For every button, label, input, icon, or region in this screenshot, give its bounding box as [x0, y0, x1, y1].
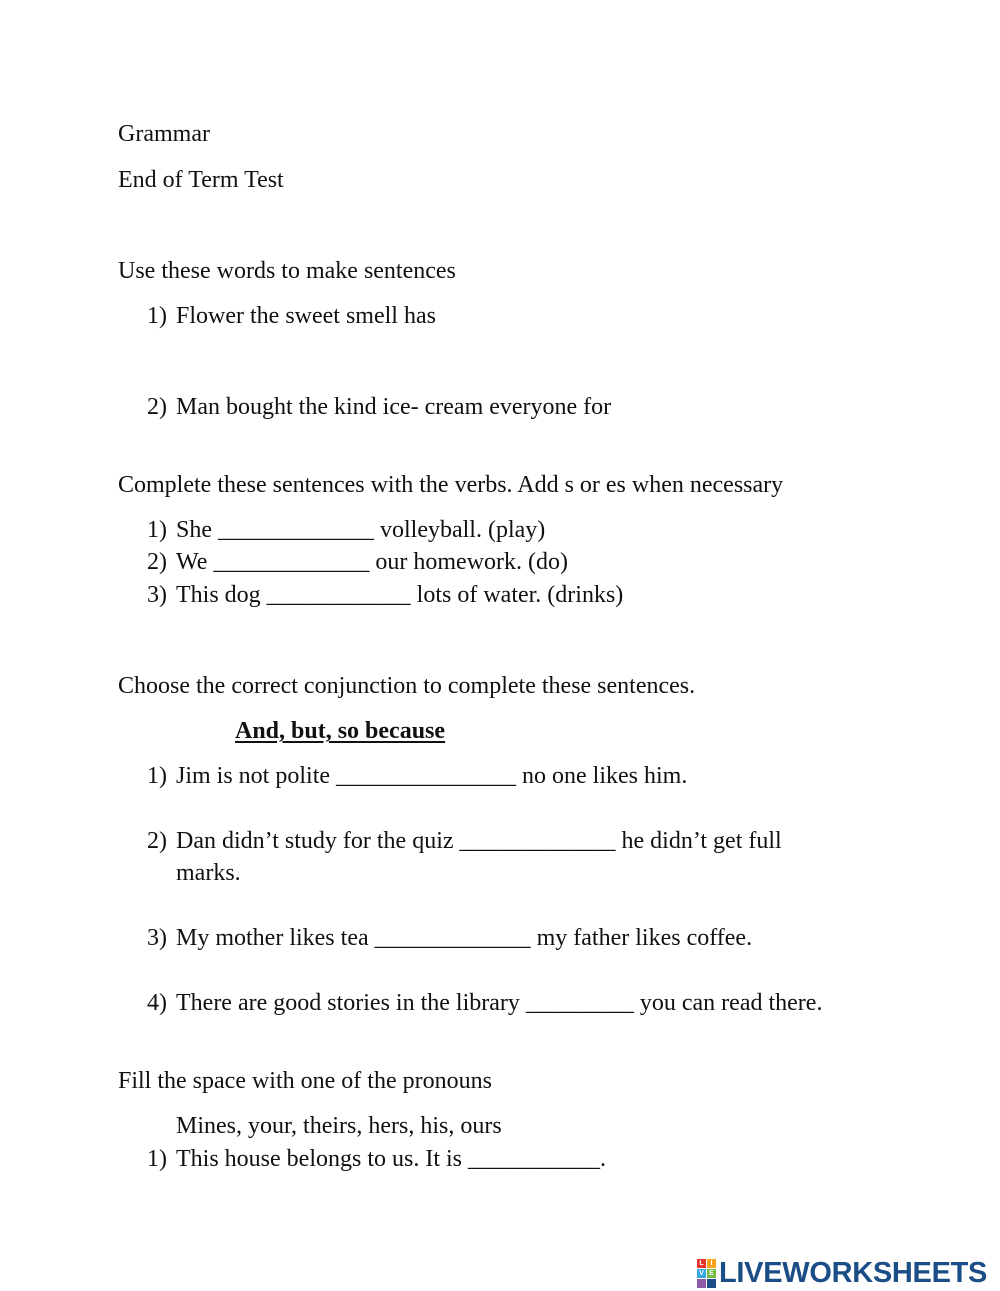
item-number: 3): [147, 925, 167, 951]
item-text: Dan didn’t study for the quiz _____________ he didn’t get full: [176, 828, 782, 854]
item-text: This house belongs to us. It is ___________.: [176, 1146, 606, 1172]
liveworksheets-logo: [697, 1258, 987, 1288]
worksheet-title: End of Term Test: [118, 167, 284, 193]
logo-letter: L: [697, 1259, 706, 1268]
item-number: 1): [147, 303, 167, 329]
item-number: 2): [147, 549, 167, 575]
item-number: 1): [147, 1146, 167, 1172]
item-number: 3): [147, 582, 167, 608]
item-number: 4): [147, 990, 167, 1016]
item-text: Jim is not polite _______________ no one likes him.: [176, 763, 688, 789]
item-text-continued: marks.: [176, 860, 241, 886]
item-number: 2): [147, 828, 167, 854]
item-text: We _____________ our homework. (do): [176, 549, 569, 575]
item-text: Man bought the kind ice- cream everyone for: [176, 394, 612, 420]
section1-instruction: Use these words to make sentences: [118, 258, 456, 284]
item-text: She _____________ volleyball. (play): [176, 517, 546, 543]
worksheet-subject: Grammar: [118, 121, 210, 147]
section4-instruction: Fill the space with one of the pronouns: [118, 1068, 492, 1094]
logo-block: [697, 1279, 706, 1288]
item-text: Flower the sweet smell has: [176, 303, 436, 329]
logo-text: LIVEWORKSHEETS: [719, 1256, 988, 1289]
pronoun-word-bank: Mines, your, theirs, hers, his, ours: [176, 1113, 502, 1139]
item-number: 1): [147, 763, 167, 789]
item-text: This dog ____________ lots of water. (drinks): [176, 582, 624, 608]
item-text: My mother likes tea _____________ my father likes coffee.: [176, 925, 753, 951]
logo-mark-icon: [697, 1259, 716, 1288]
section3-instruction: Choose the correct conjunction to complete these sentences.: [118, 673, 696, 699]
item-number: 2): [147, 394, 167, 420]
conjunction-word-bank: And, but, so because: [235, 718, 446, 744]
logo-letter: E: [707, 1269, 716, 1278]
logo-letter: V: [697, 1269, 706, 1278]
logo-letter: I: [707, 1259, 716, 1268]
section2-instruction: Complete these sentences with the verbs. Add s or es when necessary: [118, 472, 784, 498]
item-text: There are good stories in the library _________ you can read there.: [176, 990, 823, 1016]
item-number: 1): [147, 517, 167, 543]
logo-block: [707, 1279, 716, 1288]
